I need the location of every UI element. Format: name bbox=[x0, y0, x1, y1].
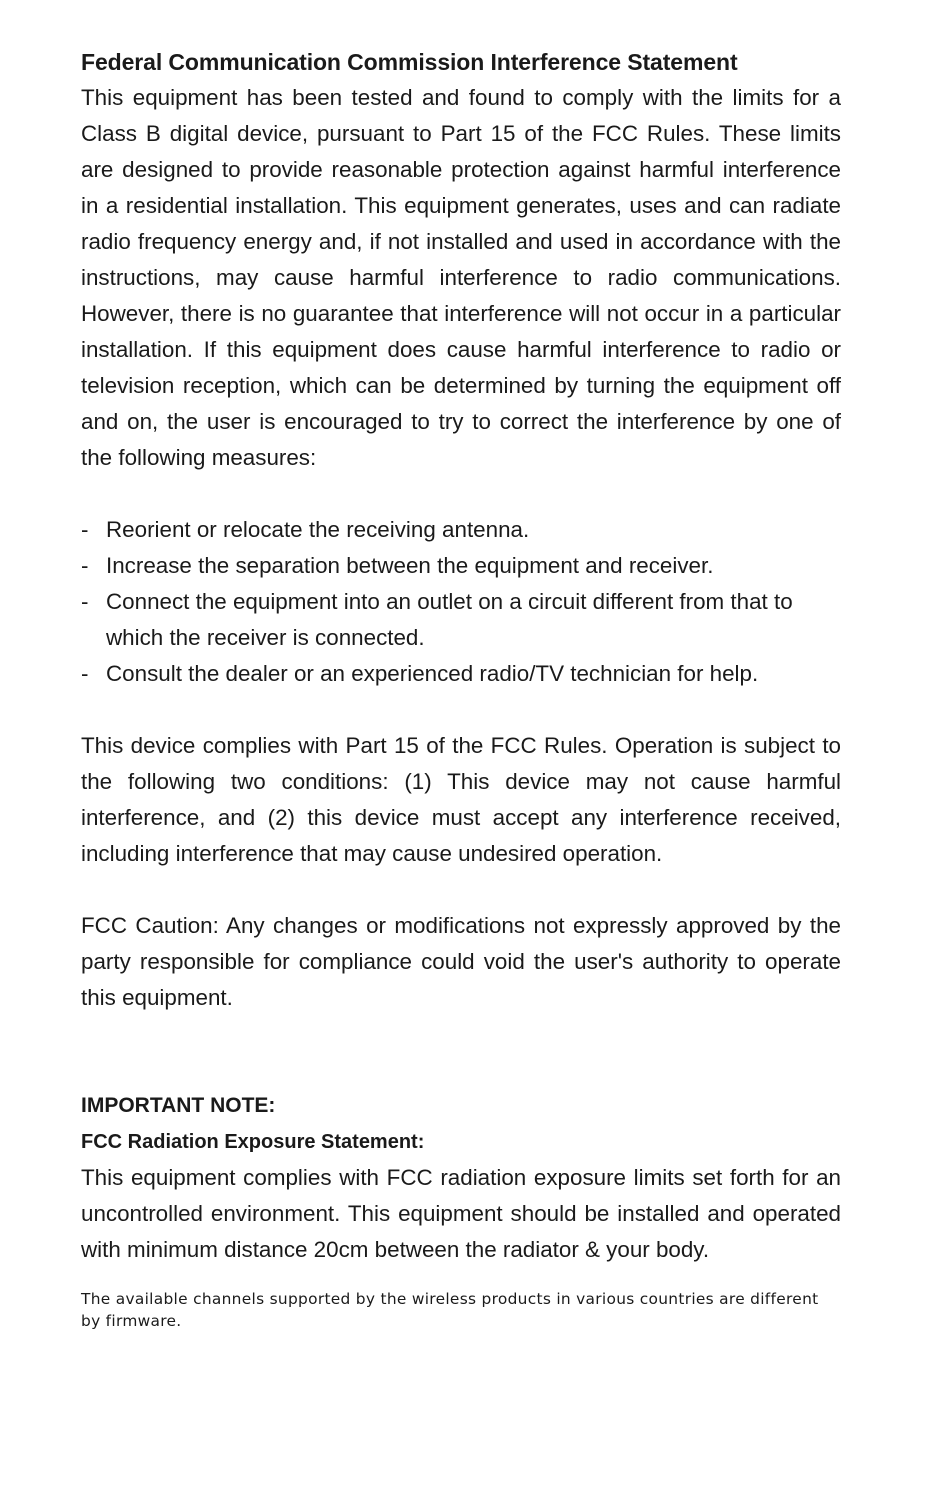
measure-text: Connect the equipment into an outlet on a circuit different from that to which the receiver is connected. bbox=[106, 589, 793, 650]
bullet-dash: - bbox=[81, 553, 89, 578]
fcc-compliance-paragraph: This equipment has been tested and found to comply with the limits for a Class B digital device, pursuant to Part 15 of the FCC Rules. These limits are designed to provide reasonable protection against harmful interference in a residential installation. This equipment generates, uses and can radiate radio frequency energy and, if not installed and used in accordance with the instructions, may cause harmful interference to radio communications. However, there is no guarantee that interference will not occur in a particular installation. If this equipment does cause harmful interference to radio or television reception, which can be determined by turning the equipment off and on, the user is encouraged to try to correct the interference by one of the following measures: bbox=[81, 85, 841, 470]
measures-list bbox=[81, 512, 841, 692]
spacer bbox=[81, 1016, 841, 1088]
bullet-dash: - bbox=[81, 661, 89, 686]
spacer bbox=[81, 476, 841, 512]
part15-conditions-paragraph: This device complies with Part 15 of the FCC Rules. Operation is subject to the following two conditions: (1) This device may not cause harmful interference, and (2) this device must accept any interference received, including interference that may cause undesired operation. bbox=[81, 733, 841, 866]
list-item bbox=[81, 548, 841, 584]
bullet-dash: - bbox=[81, 517, 89, 542]
document-page bbox=[81, 44, 841, 1332]
important-note-title: IMPORTANT NOTE: bbox=[81, 1094, 276, 1117]
fcc-caution-paragraph: FCC Caution: Any changes or modifications not expressly approved by the party responsible for compliance could void the user's authority to operate this equipment. bbox=[81, 913, 841, 1010]
radiation-exposure-paragraph: This equipment complies with FCC radiation exposure limits set forth for an uncontrolled environment. This equipment should be installed and operated with minimum distance 20cm between the radiator & your body. bbox=[81, 1165, 841, 1262]
list-item bbox=[81, 656, 841, 692]
radiation-exposure-title: FCC Radiation Exposure Statement: bbox=[81, 1131, 425, 1153]
spacer bbox=[81, 692, 841, 728]
measure-text: Consult the dealer or an experienced radio/TV technician for help. bbox=[106, 661, 759, 686]
measure-text: Increase the separation between the equipment and receiver. bbox=[106, 553, 714, 578]
measure-text: Reorient or relocate the receiving antenna. bbox=[106, 517, 530, 542]
bullet-dash: - bbox=[81, 589, 89, 614]
spacer bbox=[81, 872, 841, 908]
fcc-statement-title: Federal Communication Commission Interference Statement bbox=[81, 49, 738, 75]
list-item bbox=[81, 584, 841, 656]
list-item bbox=[81, 512, 841, 548]
firmware-channels-note: The available channels supported by the wireless products in various countries are different by firmware. bbox=[81, 1290, 819, 1330]
